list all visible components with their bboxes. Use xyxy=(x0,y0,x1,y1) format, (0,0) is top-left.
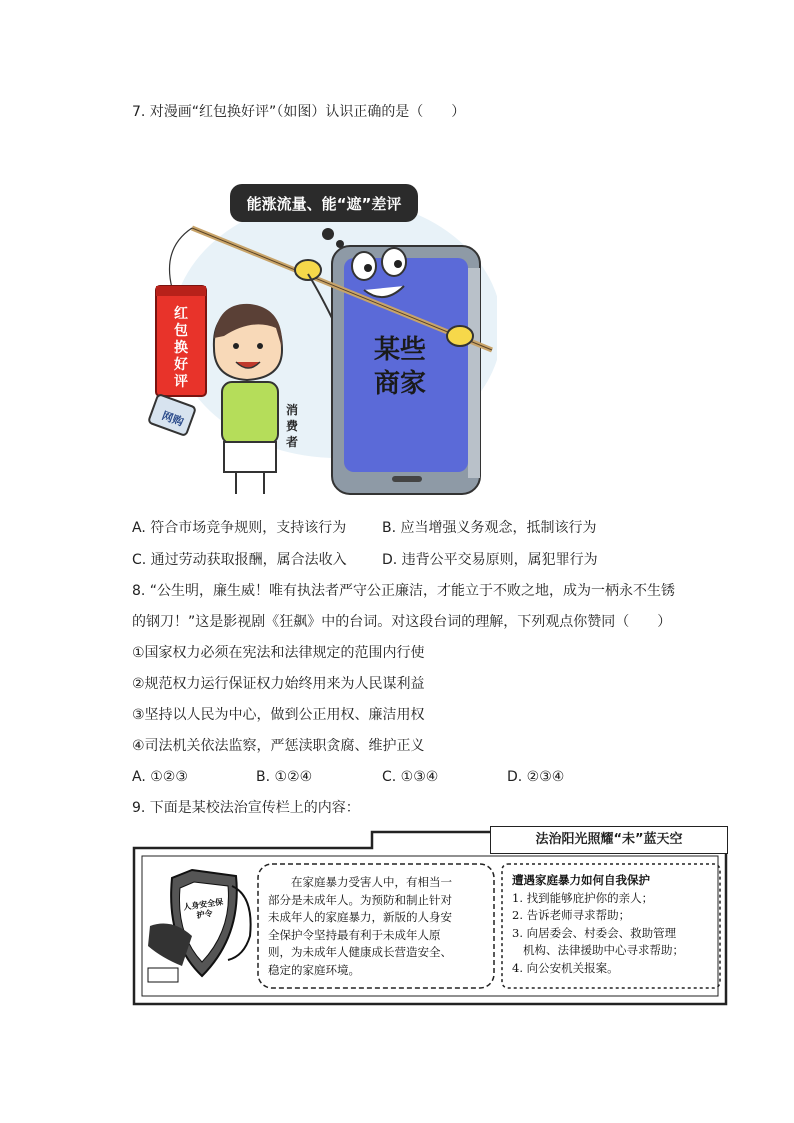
q8-statement-4: ④司法机关依法监察，严惩渎职贪腐、维护正义 xyxy=(132,738,425,754)
q8-statement-1: ①国家权力必须在宪法和法律规定的范围内行使 xyxy=(132,645,425,661)
red-packet-char: 红 xyxy=(174,306,188,322)
right-line: 1. 找到能够庇护你的亲人； xyxy=(512,890,654,905)
right-title: 遭遇家庭暴力如何自我保护 xyxy=(512,873,650,887)
middle-line: 未成年人的家庭暴力，新版的人身安 xyxy=(268,910,452,924)
phone-side xyxy=(468,268,480,478)
q7-option-c[interactable]: C. 通过劳动获取报酬，属合法收入 xyxy=(132,552,347,568)
merchant-label-2: 商家 xyxy=(373,369,427,399)
consumer-eye xyxy=(257,343,263,349)
poster-banner: 法治阳光照耀“未”蓝天空 xyxy=(490,826,728,854)
q7-stem: 7. 对漫画“红包换好评”（如图）认识正确的是（ ） xyxy=(132,104,466,120)
merchant-hand xyxy=(447,326,473,346)
right-line: 2. 告诉老师寻求帮助； xyxy=(512,908,631,922)
right-line: 3. 向居委会、村委会、救助管理 xyxy=(512,925,677,940)
law-poster xyxy=(132,826,729,1008)
q8-statement-3: ③坚持以人民为中心，做到公正用权、廉洁用权 xyxy=(132,707,425,723)
sleeve-tag xyxy=(148,968,178,982)
q7-cartoon xyxy=(132,178,497,500)
phone-home-button xyxy=(392,476,422,482)
middle-paragraph xyxy=(268,874,488,979)
red-packet-char: 包 xyxy=(174,323,188,339)
q8-stem-line2: 的钢刀！”这是影视剧《狂飙》中的台词。对这段台词的理解，下列观点你赞同（ ） xyxy=(132,614,672,630)
bubble-dot xyxy=(322,228,334,240)
red-packet-top xyxy=(156,286,206,296)
q8-option-a[interactable]: A. ①②③ xyxy=(132,769,188,785)
middle-line: 在家庭暴力受害人中，有相当一 xyxy=(291,875,452,889)
q7-option-d[interactable]: D. 违背公平交易原则，属犯罪行为 xyxy=(382,552,598,568)
red-packet-char: 评 xyxy=(174,374,188,390)
merchant-eye xyxy=(382,248,406,276)
q8-stem-line1: 8. “公生明，廉生威！唯有执法者严守公正廉洁，才能立于不败之地，成为一柄永不生锈 xyxy=(132,583,676,599)
red-packet-char: 换 xyxy=(174,340,188,356)
merchant-eye xyxy=(352,252,376,280)
red-packet-char: 好 xyxy=(174,357,188,373)
merchant-label-1: 某些 xyxy=(373,335,427,365)
q9-stem: 9. 下面是某校法治宣传栏上的内容： xyxy=(132,800,360,816)
right-line: 4. 向公安机关报案。 xyxy=(512,960,619,975)
middle-line: 则，为未成年人健康成长营造安全、 xyxy=(268,945,452,959)
q8-option-c[interactable]: C. ①③④ xyxy=(382,769,439,785)
middle-line: 全保护令坚持最有利于未成年人原 xyxy=(268,927,441,942)
middle-line: 部分是未成年人。为预防和制止针对 xyxy=(268,892,452,907)
shield-text: 人身安全保护令 xyxy=(182,897,224,921)
consumer-shirt xyxy=(222,382,278,444)
small-phone-text: 网购 xyxy=(160,409,186,429)
merchant-pupil xyxy=(394,260,402,268)
merchant-pupil xyxy=(364,264,372,272)
q7-option-a[interactable]: A. 符合市场竞争规则，支持该行为 xyxy=(132,520,347,536)
consumer-skirt xyxy=(224,442,276,472)
consumer-label-char: 消 xyxy=(285,403,299,417)
q8-option-d[interactable]: D. ②③④ xyxy=(507,769,565,785)
bubble-text: 能涨流量、能“遮”差评 xyxy=(246,195,402,213)
right-paragraph xyxy=(512,872,716,977)
q7-option-b[interactable]: B. 应当增强义务观念，抵制该行为 xyxy=(382,520,597,536)
middle-line: 稳定的家庭环境。 xyxy=(268,962,360,977)
phone-screen xyxy=(344,258,468,472)
right-line: 机构、法律援助中心寻求帮助； xyxy=(512,943,684,957)
q8-statement-2: ②规范权力运行保证权力始终用来为人民谋利益 xyxy=(132,676,425,692)
merchant-hand xyxy=(295,260,321,280)
q8-option-b[interactable]: B. ①②④ xyxy=(256,769,313,785)
consumer-label-char: 费 xyxy=(285,419,299,433)
cartoon-illustration xyxy=(132,178,497,500)
consumer-label-char: 者 xyxy=(285,435,299,449)
consumer-eye xyxy=(233,343,239,349)
